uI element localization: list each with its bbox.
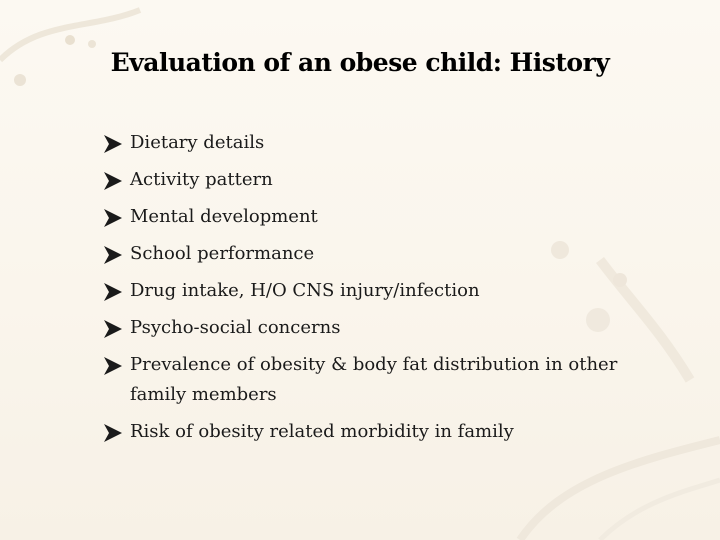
bullet-text: Mental development	[130, 206, 318, 227]
bullet-item	[102, 276, 642, 306]
arrow-bullet-icon	[102, 318, 124, 340]
arrow-bullet-icon	[102, 170, 124, 192]
bullet-text: Drug intake, H/O CNS injury/infection	[130, 280, 480, 301]
bullet-text: Risk of obesity related morbidity in family	[130, 421, 514, 442]
arrow-bullet-icon	[102, 422, 124, 444]
bullet-list	[102, 128, 642, 454]
bullet-item	[102, 417, 642, 447]
bullet-item	[102, 350, 642, 410]
arrow-bullet-icon	[102, 281, 124, 303]
arrow-bullet-icon	[102, 133, 124, 155]
arrow-bullet-icon	[102, 244, 124, 266]
bullet-text: Psycho-social concerns	[130, 317, 341, 338]
bullet-text: Activity pattern	[130, 169, 273, 190]
bullet-text: Dietary details	[130, 132, 265, 153]
bullet-text: School performance	[130, 243, 315, 264]
bullet-item	[102, 202, 642, 232]
arrow-bullet-icon	[102, 207, 124, 229]
bullet-item	[102, 165, 642, 195]
bullet-item	[102, 239, 642, 269]
bullet-item	[102, 128, 642, 158]
slide-title: Evaluation of an obese child: History	[110, 48, 610, 77]
bullet-text: Prevalence of obesity & body fat distribution in other family members	[130, 354, 618, 405]
arrow-bullet-icon	[102, 355, 124, 377]
bullet-item	[102, 313, 642, 343]
